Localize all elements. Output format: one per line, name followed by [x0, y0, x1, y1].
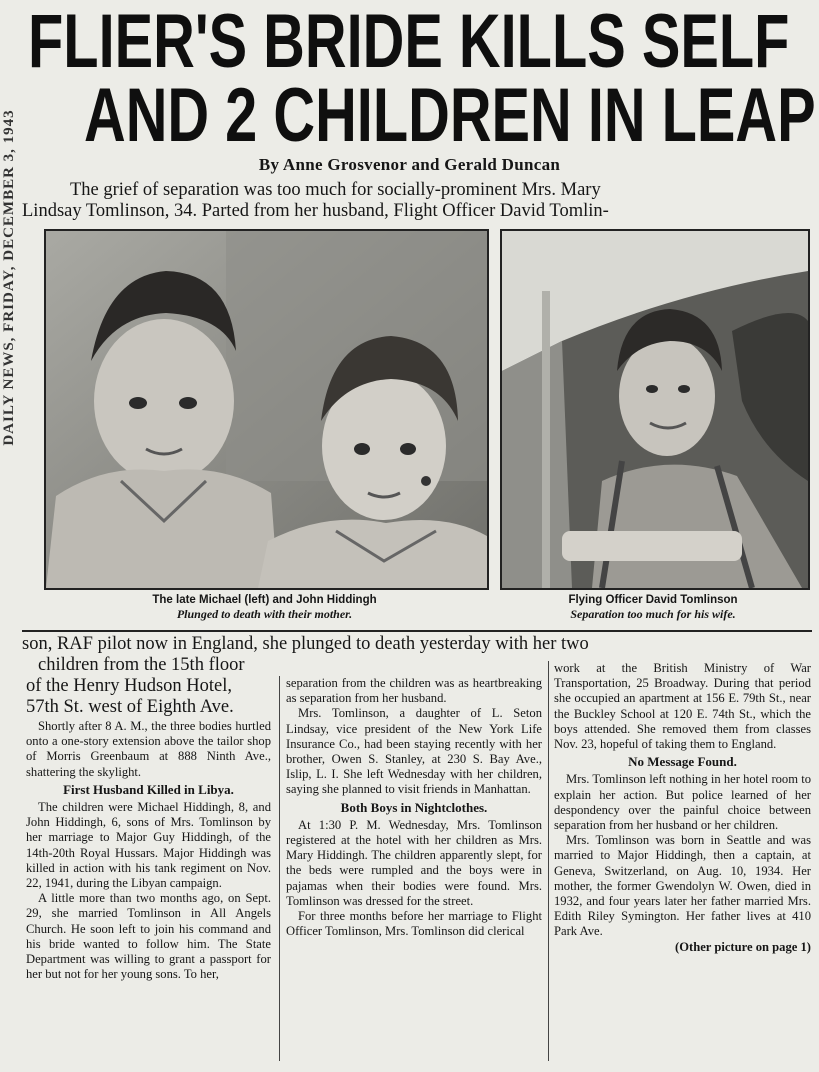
- column2-paragraph-4: For three months before her marriage to Flight Officer Tomlinson, Mrs. Tomlinson did clerical: [286, 909, 542, 939]
- caption-boys-title: The late Michael (left) and John Hiddingh: [152, 594, 377, 606]
- column3-paragraph-3: Mrs. Tomlinson was born in Seattle and was married to Major Hiddingh, then a captain, at Geneva, Switzerland, on Aug. 10, 1934. Her mother, the former Gwendolyn W. Owen, died in 1932, and four years later her father married Mrs. Edith Riley Symington. Her father lives at 410 Park Ave.: [554, 833, 811, 939]
- caption-boys-subtitle: Plunged to death with their mother.: [176, 607, 353, 621]
- continuation-line-1: son, RAF pilot now in England, she plunged to death yesterday with her two: [22, 634, 589, 654]
- column1-subhead: First Husband Killed in Libya.: [63, 781, 234, 797]
- column2-subhead: Both Boys in Nightclothes.: [340, 799, 488, 815]
- article-column-1: [26, 697, 271, 982]
- lead-line-2: Lindsay Tomlinson, 34. Parted from her husband, Flight Officer David Tomlin-: [22, 201, 609, 221]
- column2-paragraph-3: At 1:30 P. M. Wednesday, Mrs. Tomlinson registered at the hotel with her children as Mrs. Mary Hiddingh. The children apparently slept, for the beds were rumpled and the boys were in pajamas when their bodies were found. Mrs. Tomlinson was dressed for the street.: [286, 817, 542, 908]
- byline: By Anne Grosvenor and Gerald Duncan: [258, 155, 561, 174]
- lead-line-1: The grief of separation was too much for socially-prominent Mrs. Mary: [70, 180, 601, 200]
- caption-boys: [44, 593, 485, 622]
- article-column-2: [286, 676, 542, 939]
- photo-boys-image: [46, 231, 487, 588]
- headline-line-2: AND 2 CHILDREN IN LEAP: [84, 73, 816, 158]
- column1-paragraph-3: A little more than two months ago, on Sept. 29, she married Tomlinson in All Angels Church. He soon left to join his command and his bride wanted to follow him. The State Department was willing to grant a passport for her but not for her young sons. To her,: [26, 891, 271, 982]
- caption-pilot-subtitle: Separation too much for his wife.: [570, 607, 736, 621]
- headline-line-1: FLIER'S BRIDE KILLS SELF: [28, 0, 790, 84]
- continuation-col1-line-1: children from the 15th floor: [38, 655, 245, 675]
- column1-paragraph-1: Shortly after 8 A. M., the three bodies hurtled onto a one-story extension above the tailor shop of Morris Greenbaum at 888 Ninth Ave., shattering the skylight.: [26, 719, 271, 779]
- column2-paragraph-2: Mrs. Tomlinson, a daughter of L. Seton Lindsay, vice president of the New York Life Insurance Co., had been staying recently with her brother, Owen S. Stanley, at 230 S. Bay Ave., Islip, L. I. She left Wednesday with her children, saying she planned to visit friends in Manhattan.: [286, 706, 542, 797]
- divider-rule: [22, 630, 812, 632]
- column-divider-2: [548, 661, 549, 1061]
- continuation-col1-line-2: of the Henry Hudson Hotel,: [26, 676, 233, 696]
- dateline-text: DAILY NEWS, FRIDAY, DECEMBER 3, 1943: [1, 109, 17, 446]
- column-divider-1: [279, 676, 280, 1061]
- jump-line: (Other picture on page 1): [675, 939, 811, 954]
- column3-paragraph-2: Mrs. Tomlinson left nothing in her hotel room to explain her action. But police learned of her despondency over the painful choice between separation from her husband or her children.: [554, 772, 811, 833]
- column3-subhead: No Message Found.: [628, 754, 737, 770]
- caption-pilot: [500, 593, 806, 622]
- column3-paragraph-1: work at the British Ministry of War Transportation, 25 Broadway. During that period she occupied an apartment at 156 E. 79th St., near the Buckley School at 120 E. 74th St., which the boys attended. She removed them from classes Nov. 23, hopeful of taking them to England.: [554, 661, 811, 752]
- photo-hiddingh-boys: [44, 229, 489, 590]
- photo-pilot-image: [502, 231, 808, 588]
- column2-paragraph-1: separation from the children was as heartbreaking as separation from her husband.: [286, 676, 542, 706]
- column1-lead-line: 57th St. west of Eighth Ave.: [26, 697, 234, 717]
- caption-pilot-title: Flying Officer David Tomlinson: [568, 594, 738, 606]
- photo-david-tomlinson: [500, 229, 810, 590]
- page-margin-dateline: [0, 0, 18, 555]
- article-column-3: [554, 661, 811, 955]
- column1-paragraph-2: The children were Michael Hiddingh, 8, and John Hiddingh, 6, sons of Mrs. Tomlinson by her marriage to Major Guy Hiddingh, of the 14th-20th Royal Hussars. Major Hiddingh was killed in action with his tank regiment on Nov. 22, 1941, during the Libyan campaign.: [26, 800, 271, 891]
